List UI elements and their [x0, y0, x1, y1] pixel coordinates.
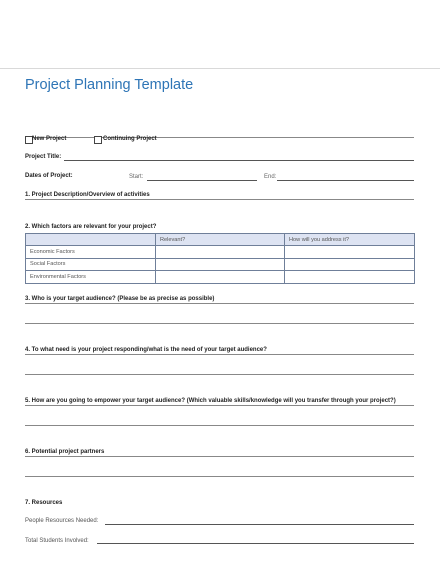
continuing-project-checkbox[interactable] — [94, 136, 102, 144]
address-cell[interactable] — [285, 271, 415, 283]
people-resources-field[interactable] — [105, 524, 414, 525]
factor-name-cell: Environmental Factors — [26, 271, 156, 283]
section-5-line-2[interactable] — [25, 425, 414, 426]
section-3-heading: 3. Who is your target audience? (Please be as precise as possible) — [25, 296, 215, 302]
relevant-cell[interactable] — [156, 246, 285, 258]
table-header-cell: Relevant? — [156, 234, 285, 246]
table-row — [26, 258, 415, 270]
factor-name-cell: Social Factors — [26, 258, 156, 270]
section-5-line-1[interactable] — [25, 405, 414, 406]
end-label: End: — [264, 174, 277, 180]
section-5-heading: 5. How are you going to empower your target audience? (Which valuable skills/knowledge will you transfer through your project?) — [25, 398, 396, 404]
page-title: Project Planning Template — [25, 77, 194, 93]
section-3-line-1[interactable] — [25, 303, 414, 304]
table-header-row — [26, 234, 415, 246]
address-cell[interactable] — [285, 258, 415, 270]
total-students-label: Total Students Involved: — [25, 538, 89, 544]
table-row — [26, 271, 415, 283]
table-header-cell: How will you address it? — [285, 234, 415, 246]
section-6-heading: 6. Potential project partners — [25, 449, 105, 455]
address-cell[interactable] — [285, 246, 415, 258]
section-2-heading: 2. Which factors are relevant for your project? — [25, 224, 157, 230]
start-date-field[interactable] — [147, 180, 257, 181]
project-title-label: Project Title: — [25, 154, 62, 160]
header-divider — [0, 68, 440, 69]
continuing-project-label: Continuing Project — [103, 136, 157, 142]
end-date-field[interactable] — [277, 180, 414, 181]
table-row — [26, 246, 415, 258]
dates-label: Dates of Project: — [25, 173, 73, 179]
section-4-heading: 4. To what need is your project responding/what is the need of your target audience? — [25, 347, 267, 353]
new-project-label: New Project — [32, 136, 67, 142]
section-4-line-1[interactable] — [25, 354, 414, 355]
relevant-cell[interactable] — [156, 271, 285, 283]
people-resources-label: People Resources Needed: — [25, 518, 99, 524]
section-1-heading: 1. Project Description/Overview of activities — [25, 192, 150, 198]
table-header-cell — [26, 234, 156, 246]
start-label: Start: — [129, 174, 144, 180]
project-title-field[interactable] — [64, 160, 414, 161]
section-7-heading: 7. Resources — [25, 500, 63, 506]
section-6-line-1[interactable] — [25, 456, 414, 457]
factors-table — [25, 233, 415, 284]
section-3-line-2[interactable] — [25, 323, 414, 324]
factor-name-cell: Economic Factors — [26, 246, 156, 258]
project-type-underline — [25, 137, 414, 138]
section-6-line-2[interactable] — [25, 476, 414, 477]
total-students-field[interactable] — [97, 543, 414, 544]
relevant-cell[interactable] — [156, 258, 285, 270]
section-1-line[interactable] — [25, 199, 414, 200]
section-4-line-2[interactable] — [25, 374, 414, 375]
